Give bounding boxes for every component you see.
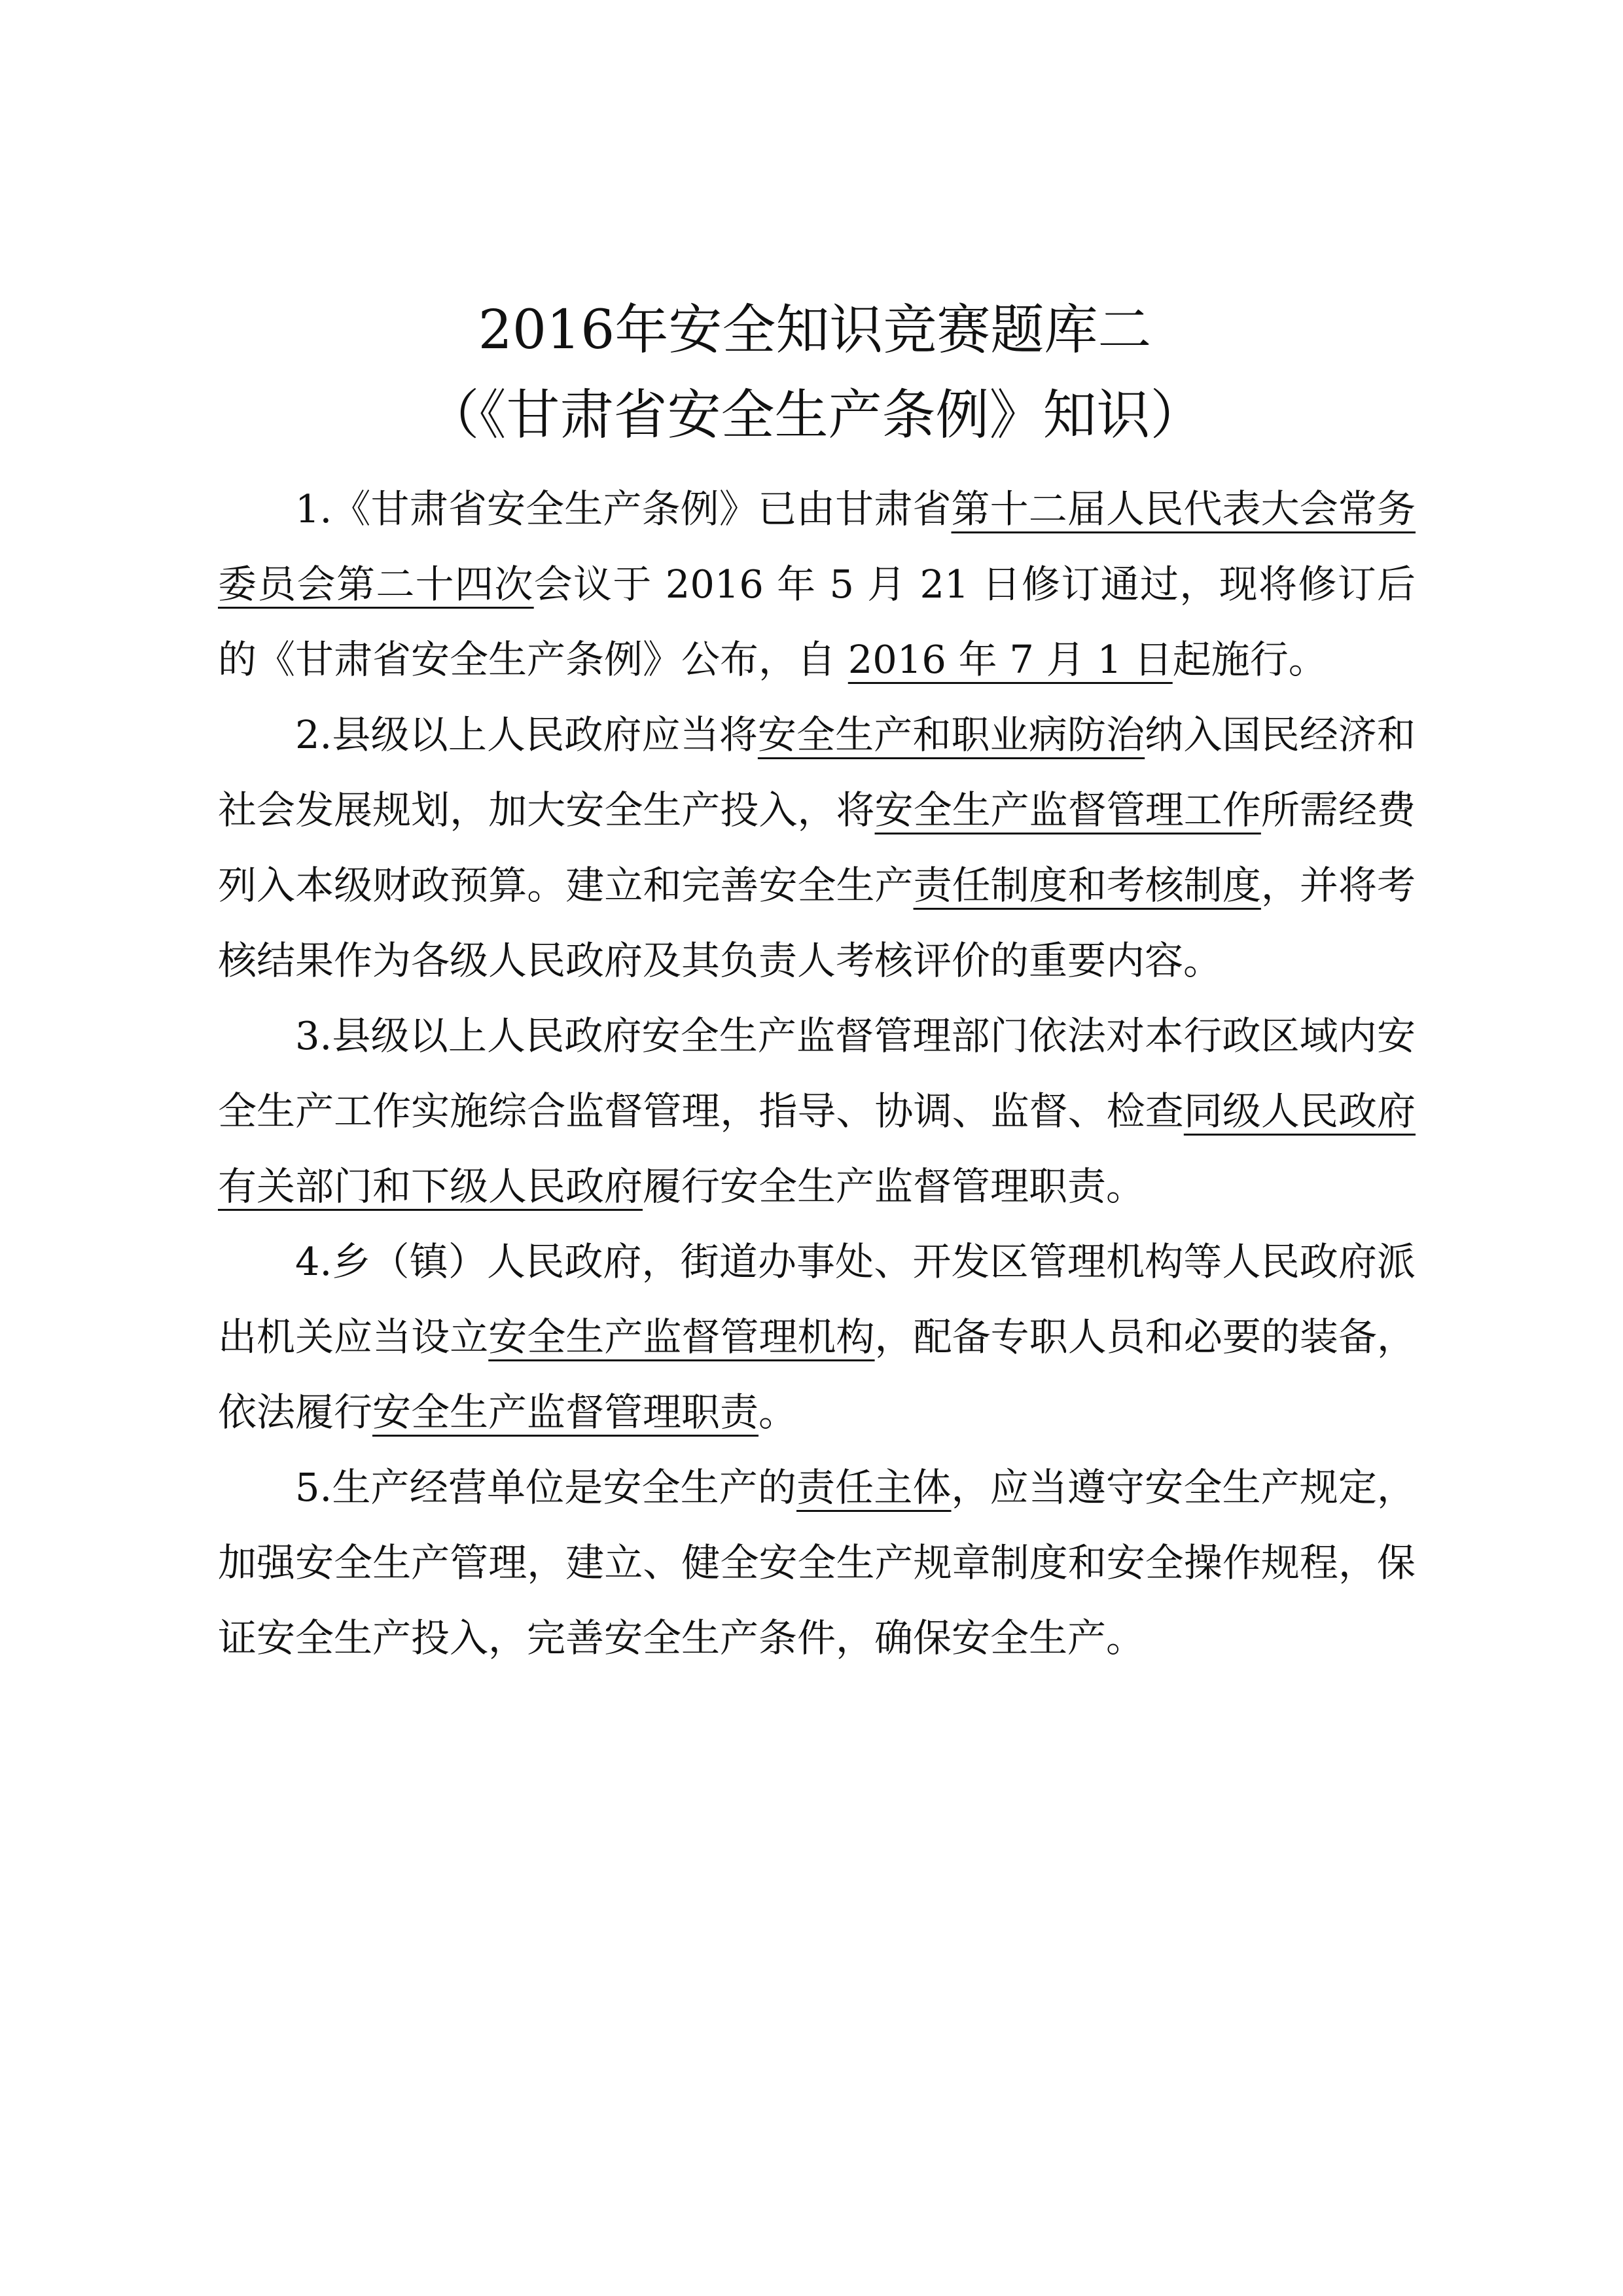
question-paragraph-5: [218, 1450, 1416, 1676]
title-line-2: （《甘肃省安全生产条例》知识）: [425, 384, 1204, 446]
text-segment: 会议于 2016 年 5 月 21 日修订通过，现将修订后的《甘肃省安全生产条例》公布，自: [218, 562, 1416, 682]
text-segment: 。: [758, 1390, 798, 1435]
text-segment: ，并将考核结果作为各级人民政府及其负责人考核评价的重要内容。: [218, 863, 1416, 983]
document-title: [216, 288, 1414, 458]
question-paragraph-1: [218, 471, 1416, 697]
text-segment: 所需经费列入本级财政预算。建立和完善安全生产: [218, 787, 1416, 908]
underlined-answer: 责任主体: [796, 1465, 952, 1510]
text-segment: 履行安全生产监督管理职责。: [643, 1164, 1145, 1209]
underlined-answer: 第十二届人民代表大会常务委员会第二十四次: [218, 486, 1416, 607]
question-paragraph-4: [218, 1224, 1416, 1450]
text-segment: 纳入国民经济和社会发展规划，加大安全生产投入，将: [218, 712, 1416, 833]
underlined-answer: 安全生产监督管理工作: [874, 787, 1261, 833]
underlined-answer: 责任制度和考核制度: [913, 863, 1261, 908]
title-line-1: 2016年安全知识竞赛题库二: [478, 299, 1152, 361]
text-segment: 5.生产经营单位是安全生产的: [295, 1465, 796, 1510]
text-segment: 4.乡（镇）人民政府，街道办事处、开发区管理机构等人民政府派出机关应当设立: [218, 1239, 1416, 1359]
text-segment: 起施行。: [1172, 637, 1327, 682]
underlined-answer: 同级人民政府有关部门和下级人民政府: [218, 1088, 1416, 1209]
text-segment: 2.县级以上人民政府应当将: [295, 712, 758, 757]
question-paragraph-2: [218, 697, 1416, 998]
document-body: [218, 471, 1416, 1676]
text-segment: 1.《甘肃省安全生产条例》已由甘肃省: [295, 486, 952, 531]
underlined-answer: 安全生产监督管理机构: [488, 1314, 875, 1359]
text-segment: ，应当遵守安全生产规定，加强安全生产管理，建立、健全安全生产规章制度和安全操作规程，保证安全生产投入，完善安全生产条件，确保安全生产。: [218, 1465, 1416, 1660]
question-paragraph-3: [218, 998, 1416, 1224]
underlined-answer: 安全生产监督管理职责: [372, 1390, 759, 1435]
text-segment: ，配备专职人员和必要的装备，依法履行: [218, 1314, 1416, 1435]
underlined-answer: 安全生产和职业病防治: [757, 712, 1145, 757]
text-segment: 3.县级以上人民政府安全生产监督管理部门依法对本行政区域内安全生产工作实施综合监督管理，指导、协调、监督、检查: [218, 1013, 1416, 1134]
underlined-answer: 2016 年 7 月 1 日: [847, 637, 1173, 682]
